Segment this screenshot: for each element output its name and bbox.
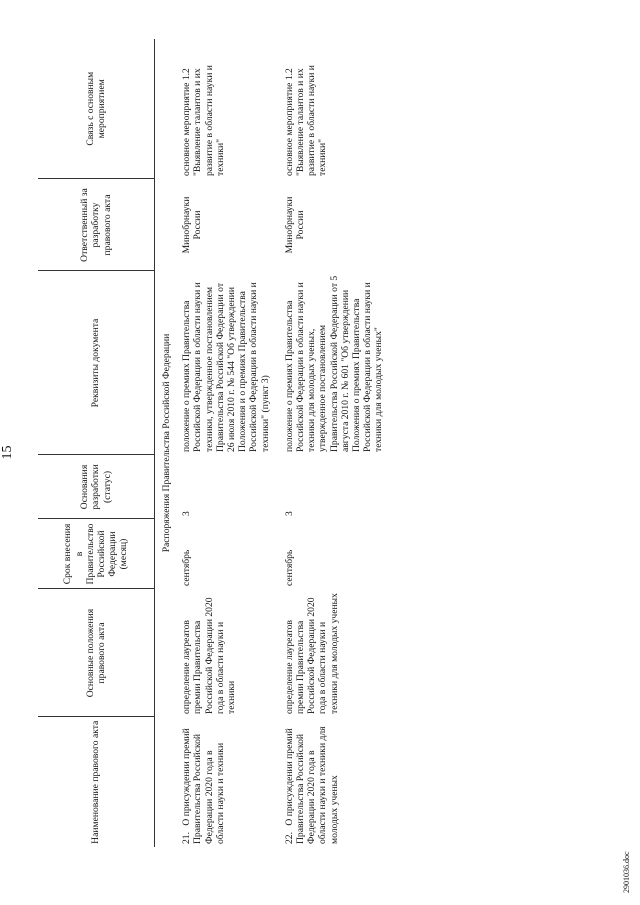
row-name: О присуждении премий Правительства Российской Федерации 2020 года в области науки и техники <box>181 728 226 844</box>
header-provisions: Основные положения правового акта <box>38 589 155 717</box>
row-deadline: сентябрь <box>181 549 193 586</box>
header-requisites: Реквизиты документа <box>38 271 155 455</box>
legal-acts-table <box>38 39 388 847</box>
row-basis: 3 <box>283 511 295 516</box>
table-row <box>274 39 388 847</box>
footer-doc-code: 2901036.doc <box>622 851 631 893</box>
row-requisites: положение о премиях Правительства Российской Федерации в области науки и техники, утвержденное постановлением Правительства Российской Федерации от 26 июля 2010 г. № 544 "Об утверждении Положения и о премиях Правительства Российской Федерации в области науки и техники" (пункт 3) <box>181 282 271 452</box>
row-number: 22. <box>283 832 295 844</box>
header-link: Связь с основным мероприятием <box>38 39 155 179</box>
row-deadline: сентябрь <box>283 549 295 586</box>
page-number: 15 <box>0 445 15 460</box>
header-basis: Основания разработки (статус) <box>38 455 155 519</box>
header-name: Наименование правового акта <box>38 717 155 847</box>
row-provisions: определение лауреатов премии Правительства Российской Федерации 2020 года в области науки и техники для молодых ученых <box>283 593 340 714</box>
row-name-cell <box>274 717 388 847</box>
table-row <box>178 39 274 847</box>
section-title: Распоряжения Правительства Российской Федерации <box>161 333 172 553</box>
row-number: 21. <box>181 832 193 844</box>
row-link: основное мероприятие 1.2 "Выявление талантов и их развитие в области науки и техники" <box>283 65 329 176</box>
row-name: О присуждении премий Правительства Российской Федерации 2020 года в области науки и техники для молодых ученых <box>283 726 340 844</box>
row-name-cell <box>178 717 274 847</box>
header-responsible: Ответственный за разработку правового акта <box>38 179 155 271</box>
header-row <box>38 39 155 847</box>
row-basis: 3 <box>181 511 193 516</box>
row-responsible: Минобрнауки России <box>283 196 307 254</box>
header-deadline: Срок внесения в Правительство Российской Федерации (месяц) <box>38 519 155 589</box>
row-link: основное мероприятие 1.2 "Выявление талантов и их развитие в области науки и техники" <box>181 65 226 176</box>
row-responsible: Минобрнауки России <box>181 196 204 254</box>
row-requisites: положение о премиях Правительства Российской Федерации в области науки и техники для молодых ученых, утвержденное постановлением Правительства Российской Федерации от 5 августа 2010 г. № 601 "Об утверждении Положения о премиях Правительства Российской Федерации в области науки и техники для молодых ученых" <box>283 275 385 452</box>
row-provisions: определение лауреатов премии Правительства Российской Федерации 2020 года в области науки и техники <box>181 597 238 714</box>
section-row <box>155 39 179 847</box>
